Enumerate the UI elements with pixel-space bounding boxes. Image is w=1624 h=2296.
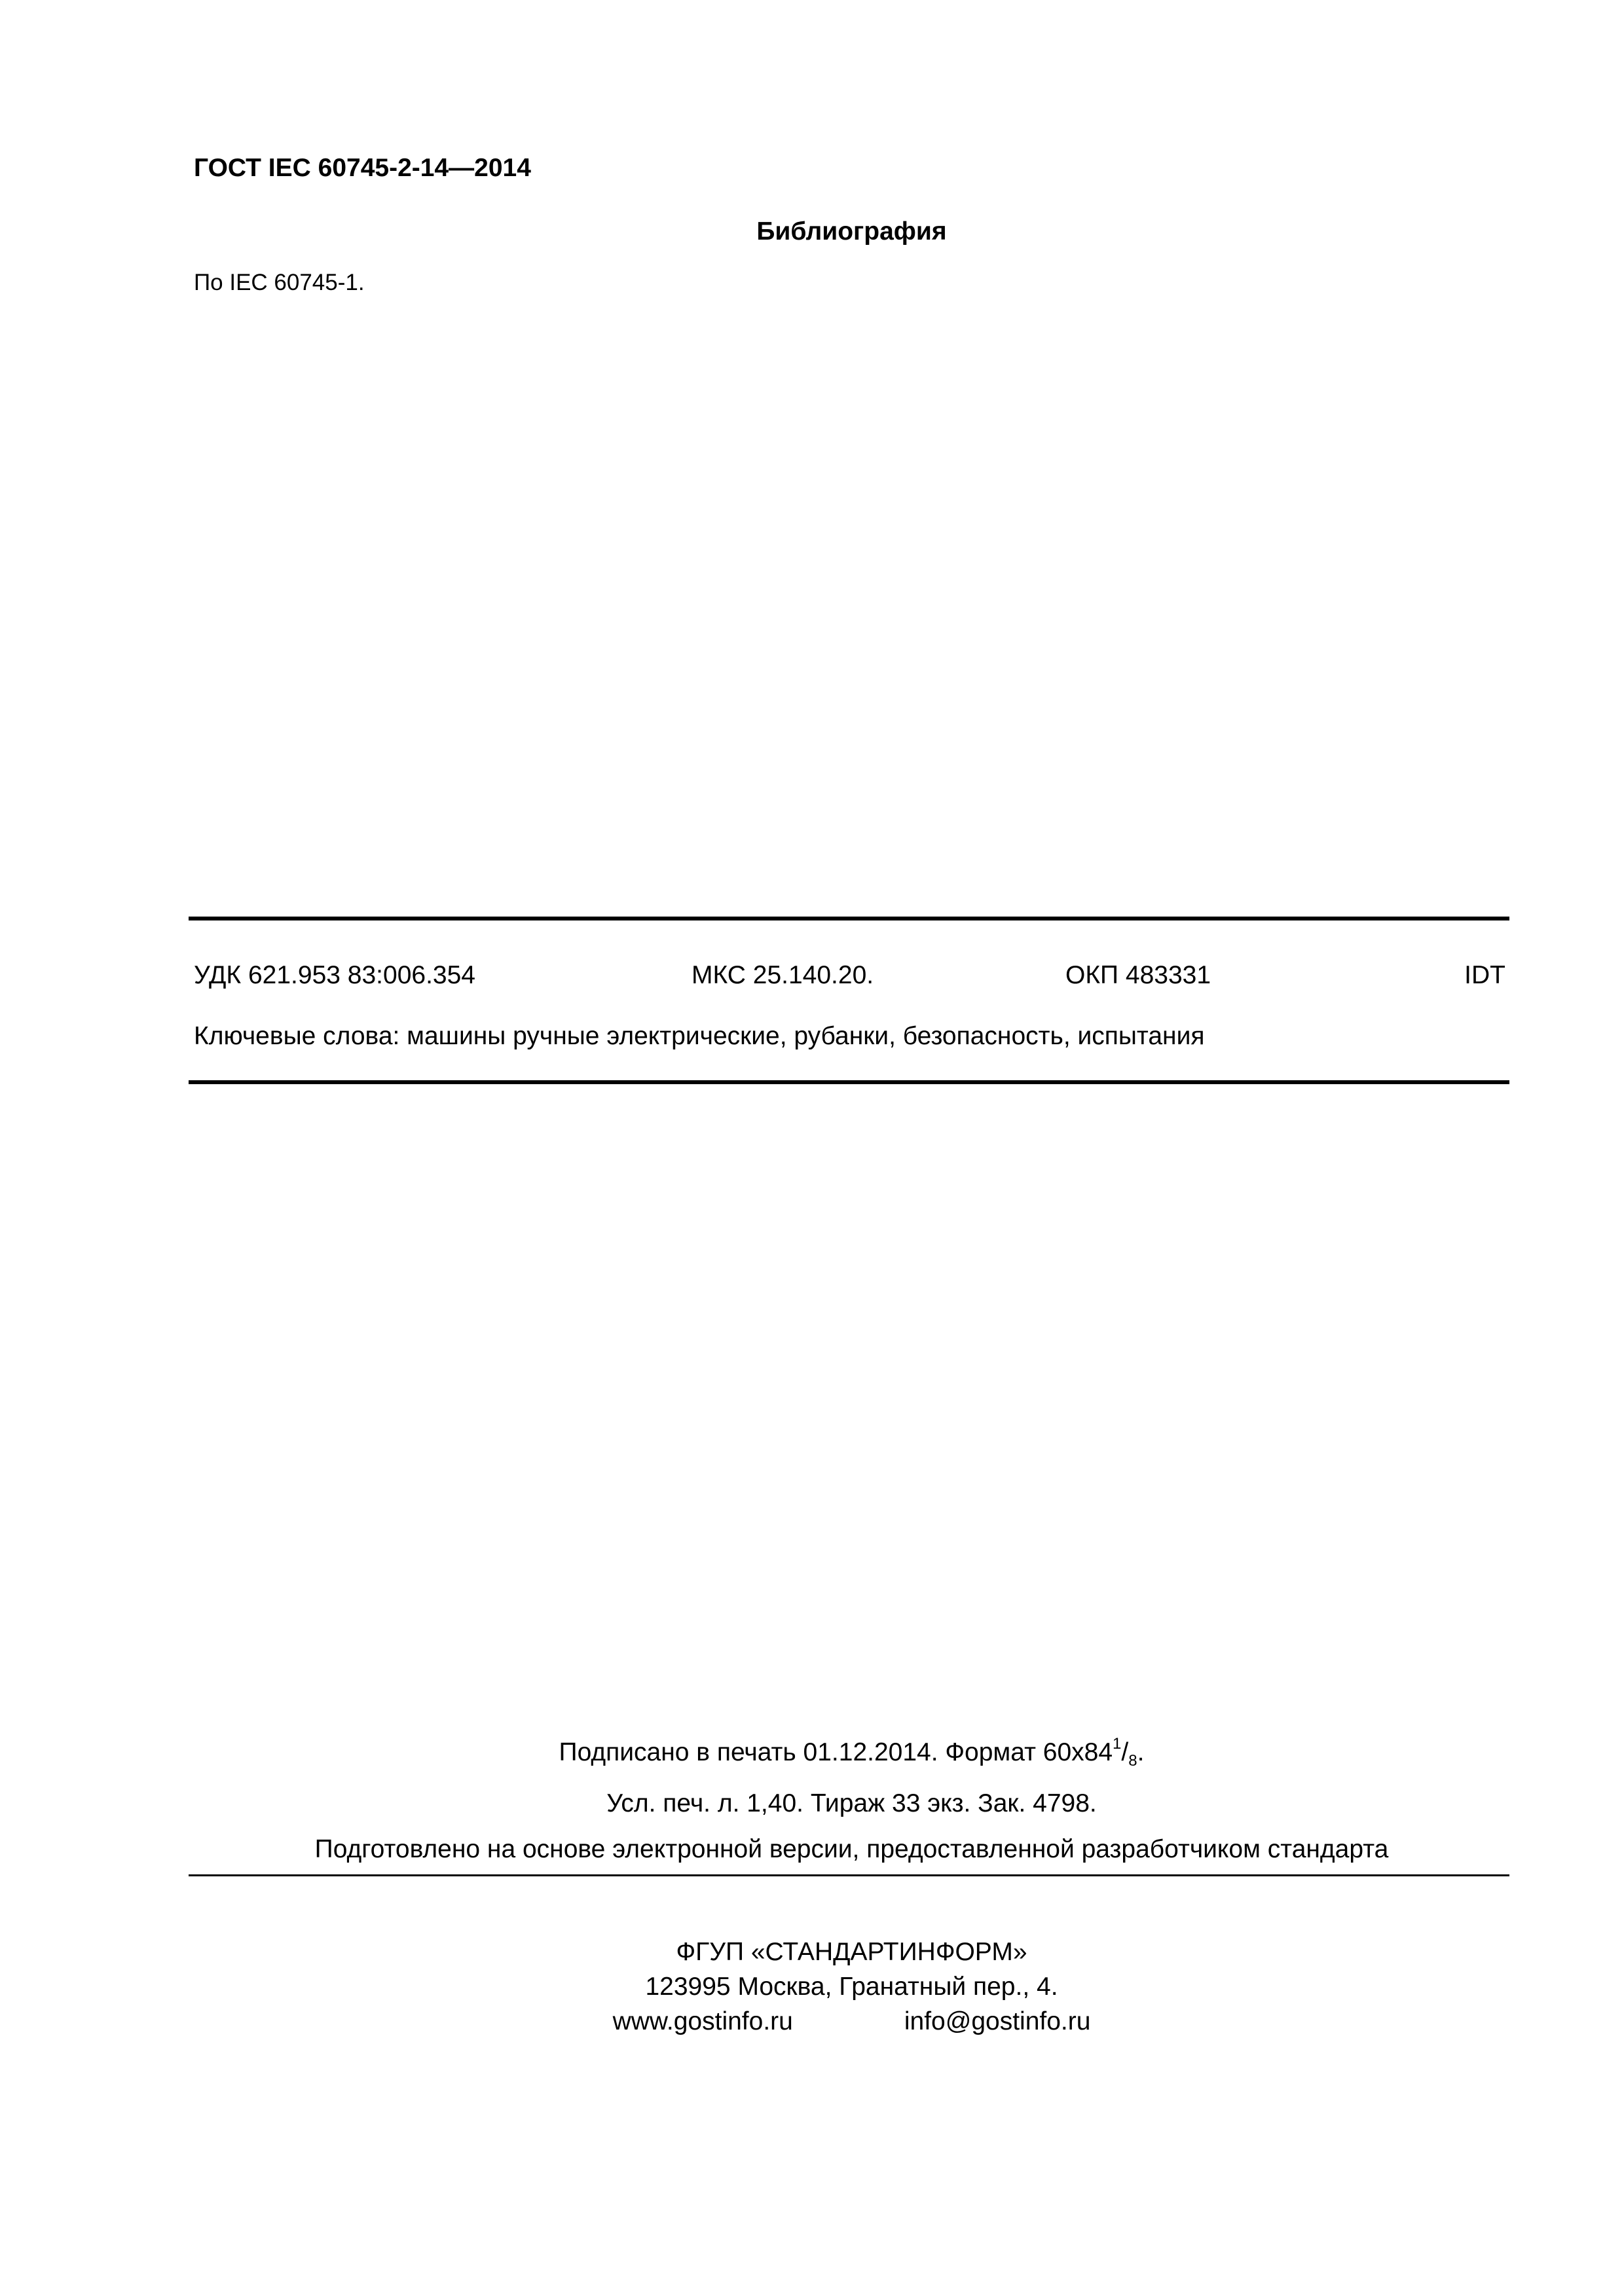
prepared-note: Подготовлено на основе электронной версии, предоставленной разработчиком стандарта xyxy=(314,1835,1389,1863)
bibliography-title: Библиография xyxy=(756,217,947,246)
signed-prefix: Подписано в печать 01.12.2014. Формат 60x84 xyxy=(559,1738,1113,1766)
bibliography-text: По IEC 60745-1. xyxy=(194,270,365,295)
publisher-address: 123995 Москва, Гранатный пер., 4. xyxy=(645,1973,1058,2001)
signed-suffix: . xyxy=(1137,1738,1145,1766)
format-denominator: 8 xyxy=(1128,1752,1137,1770)
okp-code: ОКП 483331 xyxy=(1065,961,1211,989)
keywords-line: Ключевые слова: машины ручные электрические, рубанки, безопасность, испытания xyxy=(194,1022,1205,1050)
classification-bottom-rule xyxy=(189,1080,1509,1084)
imprint-rule xyxy=(189,1874,1509,1876)
idt-label: IDT xyxy=(1464,961,1505,989)
print-details: Усл. печ. л. 1,40. Тираж 33 экз. Зак. 4798. xyxy=(606,1789,1097,1817)
mks-code: МКС 25.140.20. xyxy=(692,961,874,989)
publisher-email-link[interactable]: info@gostinfo.ru xyxy=(904,2007,1091,2035)
publisher-website-link[interactable]: www.gostinfo.ru xyxy=(612,2007,793,2035)
publisher-contacts xyxy=(0,2005,1624,2038)
publisher-name: ФГУП «СТАНДАРТИНФОРМ» xyxy=(676,1938,1027,1966)
format-slash: / xyxy=(1121,1738,1129,1766)
signed-for-print-line xyxy=(0,1736,1624,1769)
classification-row xyxy=(194,959,1505,992)
document-code: ГОСТ IEC 60745-2-14—2014 xyxy=(194,154,531,182)
classification-top-rule xyxy=(189,917,1509,920)
udk-code: УДК 621.953 83:006.354 xyxy=(194,961,475,989)
format-numerator: 1 xyxy=(1113,1735,1122,1753)
